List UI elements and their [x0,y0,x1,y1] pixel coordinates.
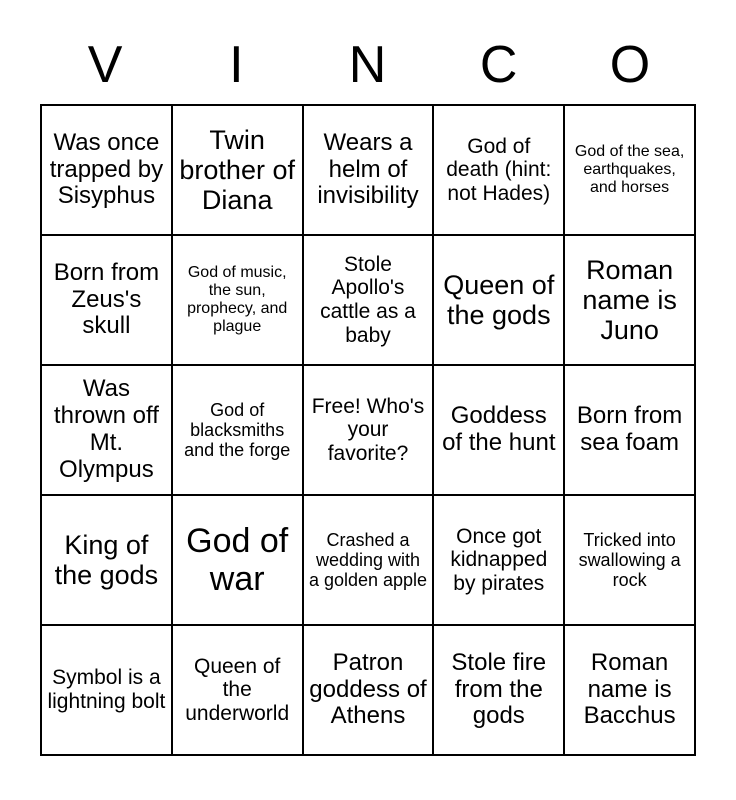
bingo-row [41,365,695,495]
header-letter-5: O [609,36,652,94]
header-letter-1: V [87,36,124,94]
bingo-cell[interactable]: Roman name is Juno [564,235,695,365]
bingo-cell[interactable]: God of music, the sun, prophecy, and plague [172,235,303,365]
bingo-cell[interactable]: Goddess of the hunt [433,365,564,495]
header-letter-2: I [229,36,245,94]
bingo-cell[interactable]: God of death (hint: not Hades) [433,105,564,235]
bingo-cell[interactable]: Stole fire from the gods [433,625,564,755]
bingo-cell[interactable]: Was thrown off Mt. Olympus [41,365,172,495]
bingo-header [40,0,696,104]
bingo-cell[interactable]: Queen of the underworld [172,625,303,755]
bingo-cell[interactable]: Tricked into swallowing a rock [564,495,695,625]
bingo-cell[interactable]: God of blacksmiths and the forge [172,365,303,495]
bingo-cell[interactable]: Stole Apollo's cattle as a baby [303,235,434,365]
header-letter-4: C [479,36,519,94]
bingo-grid [40,104,696,756]
bingo-cell[interactable]: Once got kidnapped by pirates [433,495,564,625]
bingo-cell[interactable]: Was once trapped by Sisyphus [41,105,172,235]
bingo-row [41,235,695,365]
header-letter-3: N [348,36,388,94]
bingo-cell[interactable]: Roman name is Bacchus [564,625,695,755]
bingo-cell[interactable]: Wears a helm of invisibility [303,105,434,235]
bingo-row [41,105,695,235]
bingo-cell[interactable]: God of the sea, earthquakes, and horses [564,105,695,235]
bingo-cell[interactable]: Crashed a wedding with a golden apple [303,495,434,625]
bingo-cell[interactable]: God of war [172,495,303,625]
bingo-cell[interactable]: Born from Zeus's skull [41,235,172,365]
bingo-cell[interactable]: Symbol is a lightning bolt [41,625,172,755]
bingo-cell[interactable]: Patron goddess of Athens [303,625,434,755]
bingo-row [41,495,695,625]
bingo-cell[interactable]: King of the gods [41,495,172,625]
bingo-cell[interactable]: Queen of the gods [433,235,564,365]
bingo-cell[interactable]: Born from sea foam [564,365,695,495]
bingo-cell[interactable]: Twin brother of Diana [172,105,303,235]
bingo-row [41,625,695,755]
bingo-cell-free[interactable]: Free! Who's your favorite? [303,365,434,495]
